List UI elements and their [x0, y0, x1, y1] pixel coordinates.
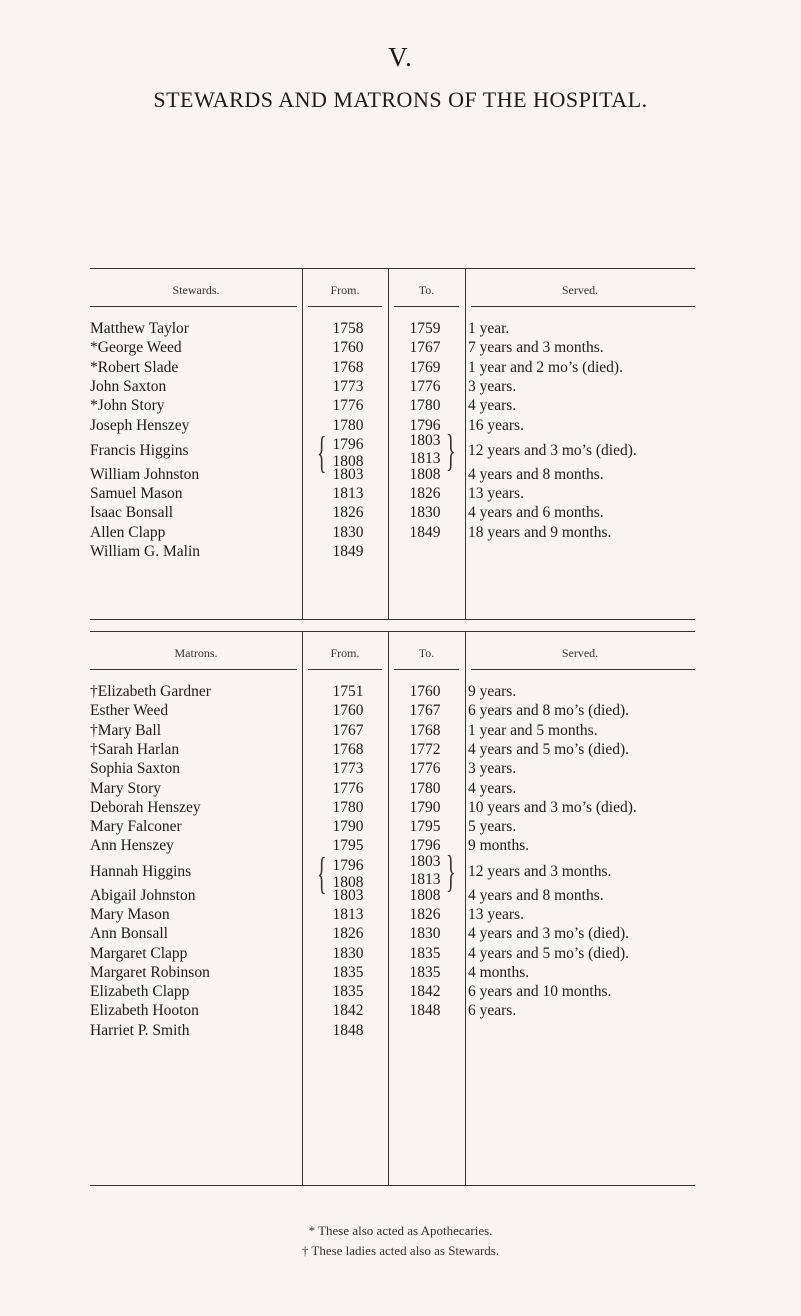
to-year: 1768 [409, 721, 441, 739]
from-year: 1760 [332, 339, 364, 357]
served-duration: 6 years and 10 months. [468, 983, 612, 1001]
stewards-header-rule [471, 306, 695, 307]
to-year: 1849 [409, 523, 441, 541]
served-duration: 4 months. [468, 963, 530, 981]
stewards-column-rule [302, 268, 303, 619]
to-year: 1796 [409, 416, 441, 434]
person-name: *Robert Slade [90, 358, 179, 376]
person-name: William Johnston [90, 465, 200, 483]
served-duration: 4 years and 8 months. [468, 465, 604, 483]
to-year: 1848 [409, 1002, 441, 1020]
from-year: 1796 [332, 435, 364, 453]
from-year: 1849 [332, 542, 364, 560]
person-name: Matthew Taylor [90, 320, 189, 337]
person-name: Sophia Saxton [90, 760, 180, 778]
person-name: Margaret Robinson [90, 963, 210, 981]
served-duration: 3 years. [468, 760, 517, 778]
stewards-header-rule [308, 306, 382, 307]
stewards-header-from: From. [330, 283, 360, 297]
served-duration: 9 years. [468, 683, 517, 700]
right-brace: } [446, 846, 456, 896]
from-year: 1780 [332, 416, 364, 434]
left-brace: { [317, 427, 327, 477]
stewards-header-rule [90, 306, 297, 307]
served-duration: 13 years. [468, 485, 524, 502]
matrons-bottom-rule [90, 1185, 695, 1186]
served-duration: 16 years. [468, 416, 524, 434]
served-duration: 4 years and 5 mo’s (died). [468, 944, 629, 962]
stewards-header-rule [394, 306, 459, 307]
from-year: 1768 [332, 740, 364, 758]
person-name: Francis Higgins [90, 441, 189, 459]
from-year: 1848 [332, 1021, 364, 1039]
stewards-column-rule [465, 268, 466, 619]
to-year-second: 1813 [409, 870, 441, 888]
to-year: 1808 [409, 465, 441, 483]
from-year-second: 1808 [332, 452, 364, 470]
served-duration: 10 years and 3 mo’s (died). [468, 798, 637, 816]
person-name: Mary Falconer [90, 818, 182, 836]
to-year: 1772 [409, 740, 441, 758]
to-year: 1780 [409, 397, 441, 415]
served-duration: 1 year. [468, 320, 510, 337]
from-year: 1826 [332, 925, 364, 943]
matrons-header-rule [471, 669, 695, 670]
person-name: Elizabeth Hooton [90, 1002, 199, 1020]
left-brace: { [317, 848, 327, 898]
stewards-column-rule [388, 268, 389, 619]
footnote-apothecaries: * These also acted as Apothecaries. [308, 1223, 493, 1238]
matrons-top-rule [90, 631, 695, 632]
from-year: 1773 [332, 377, 364, 395]
served-duration: 13 years. [468, 905, 524, 923]
stewards-header-name: Stewards. [172, 283, 220, 297]
served-duration: 12 years and 3 mo’s (died). [468, 441, 637, 459]
to-year: 1835 [409, 944, 441, 962]
section-number: V. [388, 42, 413, 72]
to-year: 1826 [409, 485, 441, 502]
from-year: 1830 [332, 523, 364, 541]
from-year: 1776 [332, 779, 364, 797]
person-name: Allen Clapp [90, 523, 166, 541]
served-duration: 4 years. [468, 779, 517, 797]
to-year: 1790 [409, 798, 441, 816]
from-year: 1803 [332, 465, 364, 483]
person-name: *George Weed [90, 339, 182, 357]
from-year: 1795 [332, 837, 364, 855]
to-year: 1803 [409, 852, 441, 870]
matrons-header-rule [394, 669, 459, 670]
served-duration: 4 years and 8 months. [468, 886, 604, 904]
to-year: 1760 [409, 683, 441, 700]
footnote-stewards: † These ladies acted also as Stewards. [301, 1243, 500, 1258]
to-year: 1796 [409, 837, 441, 855]
person-name: Samuel Mason [90, 485, 183, 502]
to-year: 1776 [409, 377, 441, 395]
from-year: 1751 [332, 683, 364, 700]
matrons-header-rule [90, 669, 297, 670]
person-name: Esther Weed [90, 702, 169, 720]
stewards-header-to: To. [418, 283, 435, 297]
matrons-column-rule [302, 631, 303, 1185]
to-year: 1759 [409, 320, 441, 337]
matrons-column-rule [465, 631, 466, 1185]
from-year: 1773 [332, 760, 364, 778]
to-year: 1835 [409, 963, 441, 981]
served-duration: 18 years and 9 months. [468, 523, 612, 541]
from-year: 1830 [332, 944, 364, 962]
to-year: 1776 [409, 760, 441, 778]
from-year: 1790 [332, 818, 364, 836]
from-year: 1835 [332, 983, 364, 1001]
to-year: 1808 [409, 886, 441, 904]
served-duration: 1 year and 5 months. [468, 721, 598, 739]
person-name: Harriet P. Smith [90, 1021, 190, 1039]
person-name: Joseph Henszey [90, 416, 190, 434]
person-name: Mary Mason [90, 905, 170, 923]
matrons-table [90, 631, 695, 1191]
from-year: 1767 [332, 721, 364, 739]
matrons-header-from: From. [330, 646, 360, 660]
served-duration: 4 years. [468, 397, 517, 415]
from-year: 1768 [332, 358, 364, 376]
served-duration: 4 years and 6 months. [468, 504, 604, 522]
from-year: 1803 [332, 886, 364, 904]
person-name: †Mary Ball [90, 721, 162, 739]
served-duration: 6 years and 8 mo’s (died). [468, 702, 629, 720]
matrons-column-rule [388, 631, 389, 1185]
page-title: STEWARDS AND MATRONS OF THE HOSPITAL. [153, 87, 648, 112]
person-name: William G. Malin [90, 542, 201, 560]
to-year: 1795 [409, 818, 441, 836]
right-brace: } [446, 425, 456, 475]
to-year: 1830 [409, 925, 441, 943]
to-year: 1803 [409, 431, 441, 449]
person-name: Margaret Clapp [90, 944, 188, 962]
served-duration: 4 years and 3 mo’s (died). [468, 925, 629, 943]
person-name: John Saxton [90, 377, 167, 395]
to-year-second: 1813 [409, 449, 441, 467]
from-year: 1776 [332, 397, 364, 415]
from-year: 1796 [332, 856, 364, 874]
person-name: Deborah Henszey [90, 798, 201, 816]
person-name: Elizabeth Clapp [90, 983, 190, 1001]
from-year: 1835 [332, 963, 364, 981]
served-duration: 3 years. [468, 377, 517, 395]
to-year: 1826 [409, 905, 441, 923]
from-year: 1842 [332, 1002, 364, 1020]
served-duration: 1 year and 2 mo’s (died). [468, 358, 623, 376]
person-name: Isaac Bonsall [90, 504, 174, 522]
served-duration: 4 years and 5 mo’s (died). [468, 740, 629, 758]
to-year: 1769 [409, 358, 441, 376]
person-name: *John Story [90, 397, 165, 415]
served-duration: 5 years. [468, 818, 517, 836]
person-name: Abigail Johnston [90, 886, 196, 904]
to-year: 1830 [409, 504, 441, 522]
from-year: 1813 [332, 905, 364, 923]
person-name: †Sarah Harlan [90, 740, 180, 758]
served-duration: 12 years and 3 months. [468, 862, 612, 880]
from-year: 1758 [332, 320, 364, 337]
matrons-header-rule [308, 669, 382, 670]
person-name: Ann Bonsall [90, 925, 168, 943]
served-duration: 6 years. [468, 1002, 517, 1020]
stewards-table [90, 268, 695, 648]
to-year: 1780 [409, 779, 441, 797]
stewards-bottom-rule [90, 619, 695, 620]
stewards-header-served: Served. [561, 283, 599, 297]
served-duration: 7 years and 3 months. [468, 339, 604, 357]
matrons-header-served: Served. [561, 646, 599, 660]
to-year: 1767 [409, 339, 441, 357]
matrons-header-name: Matrons. [174, 646, 218, 660]
person-name: †Elizabeth Gardner [90, 683, 211, 700]
from-year: 1760 [332, 702, 364, 720]
served-duration: 9 months. [468, 837, 530, 855]
person-name: Mary Story [90, 779, 162, 797]
stewards-top-rule [90, 268, 695, 269]
person-name: Ann Henszey [90, 837, 174, 855]
from-year: 1826 [332, 504, 364, 522]
to-year: 1842 [409, 983, 441, 1001]
from-year-second: 1808 [332, 873, 364, 891]
matrons-header-to: To. [418, 646, 435, 660]
to-year: 1767 [409, 702, 441, 720]
person-name: Hannah Higgins [90, 862, 192, 880]
from-year: 1780 [332, 798, 364, 816]
from-year: 1813 [332, 485, 364, 502]
